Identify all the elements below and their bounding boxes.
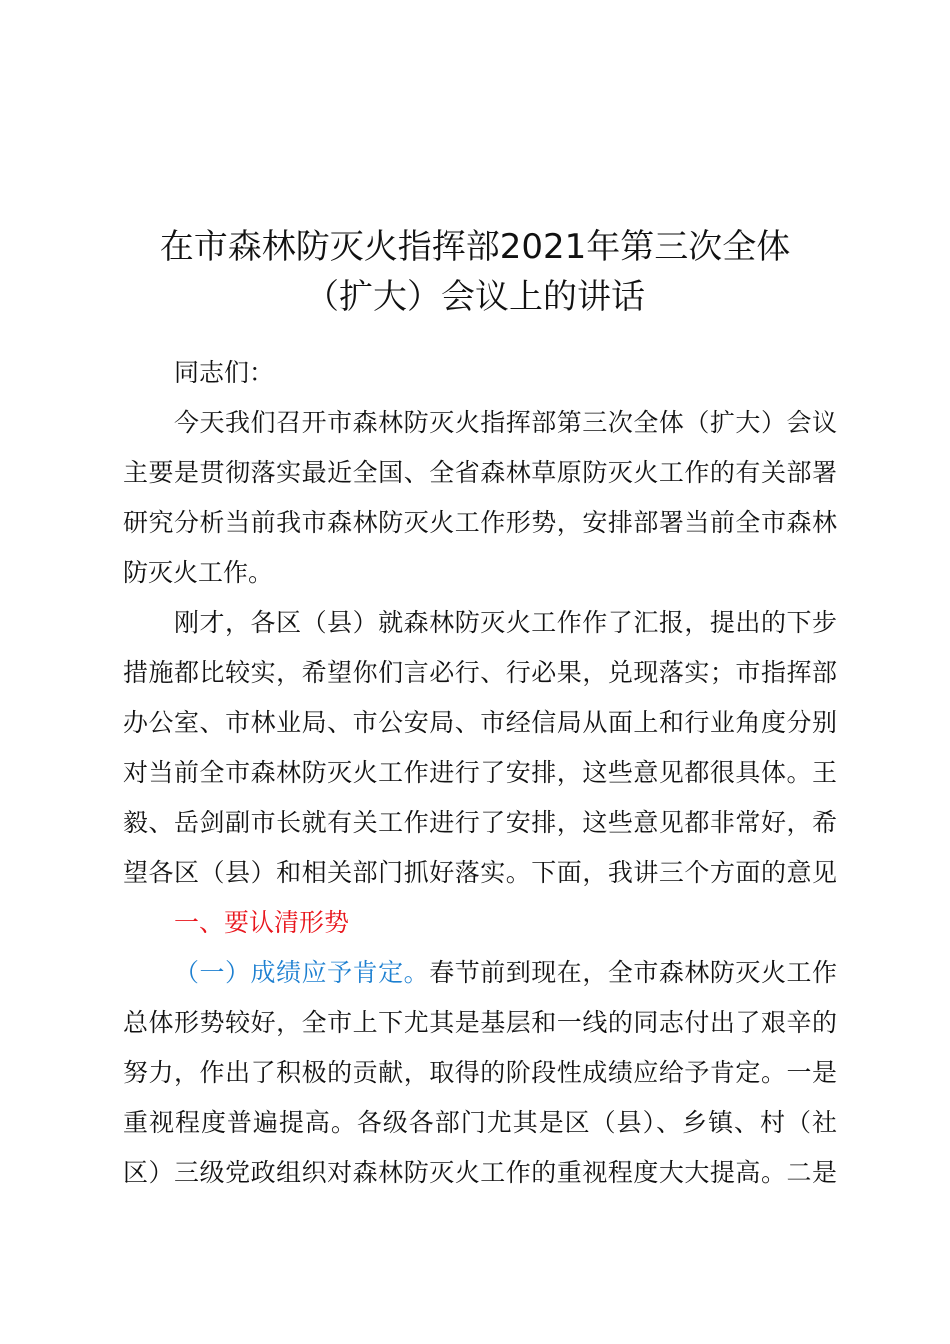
paragraph-1 [123, 398, 837, 598]
document-body [123, 348, 837, 1198]
paragraph-3 [123, 948, 837, 1198]
salutation: 同志们： [174, 358, 275, 387]
text-line: 主要是贯彻落实最近全国、全省森林草原防灭火工作的有关部署 [123, 458, 837, 487]
text-line: 研究分析当前我市森林防灭火工作形势，安排部署当前全市森林 [123, 508, 837, 537]
text-line: 刚才，各区（县）就森林防灭火工作作了汇报，提出的下步 [174, 608, 837, 637]
text-line: 毅、岳剑副市长就有关工作进行了安排，这些意见都非常好，希 [123, 808, 837, 837]
text-line [123, 948, 837, 998]
text-line: 今天我们召开市森林防灭火指挥部第三次全体（扩大）会议 [174, 408, 837, 437]
section-heading-1: 一、要认清形势 [174, 908, 350, 937]
title-line-2: （扩大）会议上的讲话 [305, 277, 645, 317]
text-line: 对当前全市森林防灭火工作进行了安排，这些意见都很具体。王 [123, 758, 837, 787]
text-line: 防灭火工作。 [123, 558, 274, 587]
title-line-1: 在市森林防灭火指挥部2021年第三次全体 [159, 227, 791, 267]
text-line: 总体形势较好，全市上下尤其是基层和一线的同志付出了艰辛的 [123, 1008, 837, 1037]
paragraph-2 [123, 598, 837, 898]
text-line: 望各区（县）和相关部门抓好落实。下面，我讲三个方面的意见 [123, 858, 837, 887]
text-line: 措施都比较实，希望你们言必行、行必果，兑现落实；市指挥部 [123, 658, 837, 687]
text-line: 办公室、市林业局、市公安局、市经信局从面上和行业角度分别 [123, 708, 837, 737]
subheading: （一）成绩应予肯定。 [174, 958, 430, 987]
text-line: 区）三级党政组织对森林防灭火工作的重视程度大大提高。二是 [123, 1158, 837, 1187]
text-run: 春节前到现在，全市森林防灭火工作 [429, 958, 837, 987]
text-line: 重视程度普遍提高。各级各部门尤其是区（县）、乡镇、村（社 [123, 1108, 837, 1137]
text-line: 努力，作出了积极的贡献，取得的阶段性成绩应给予肯定。一是 [123, 1058, 837, 1087]
